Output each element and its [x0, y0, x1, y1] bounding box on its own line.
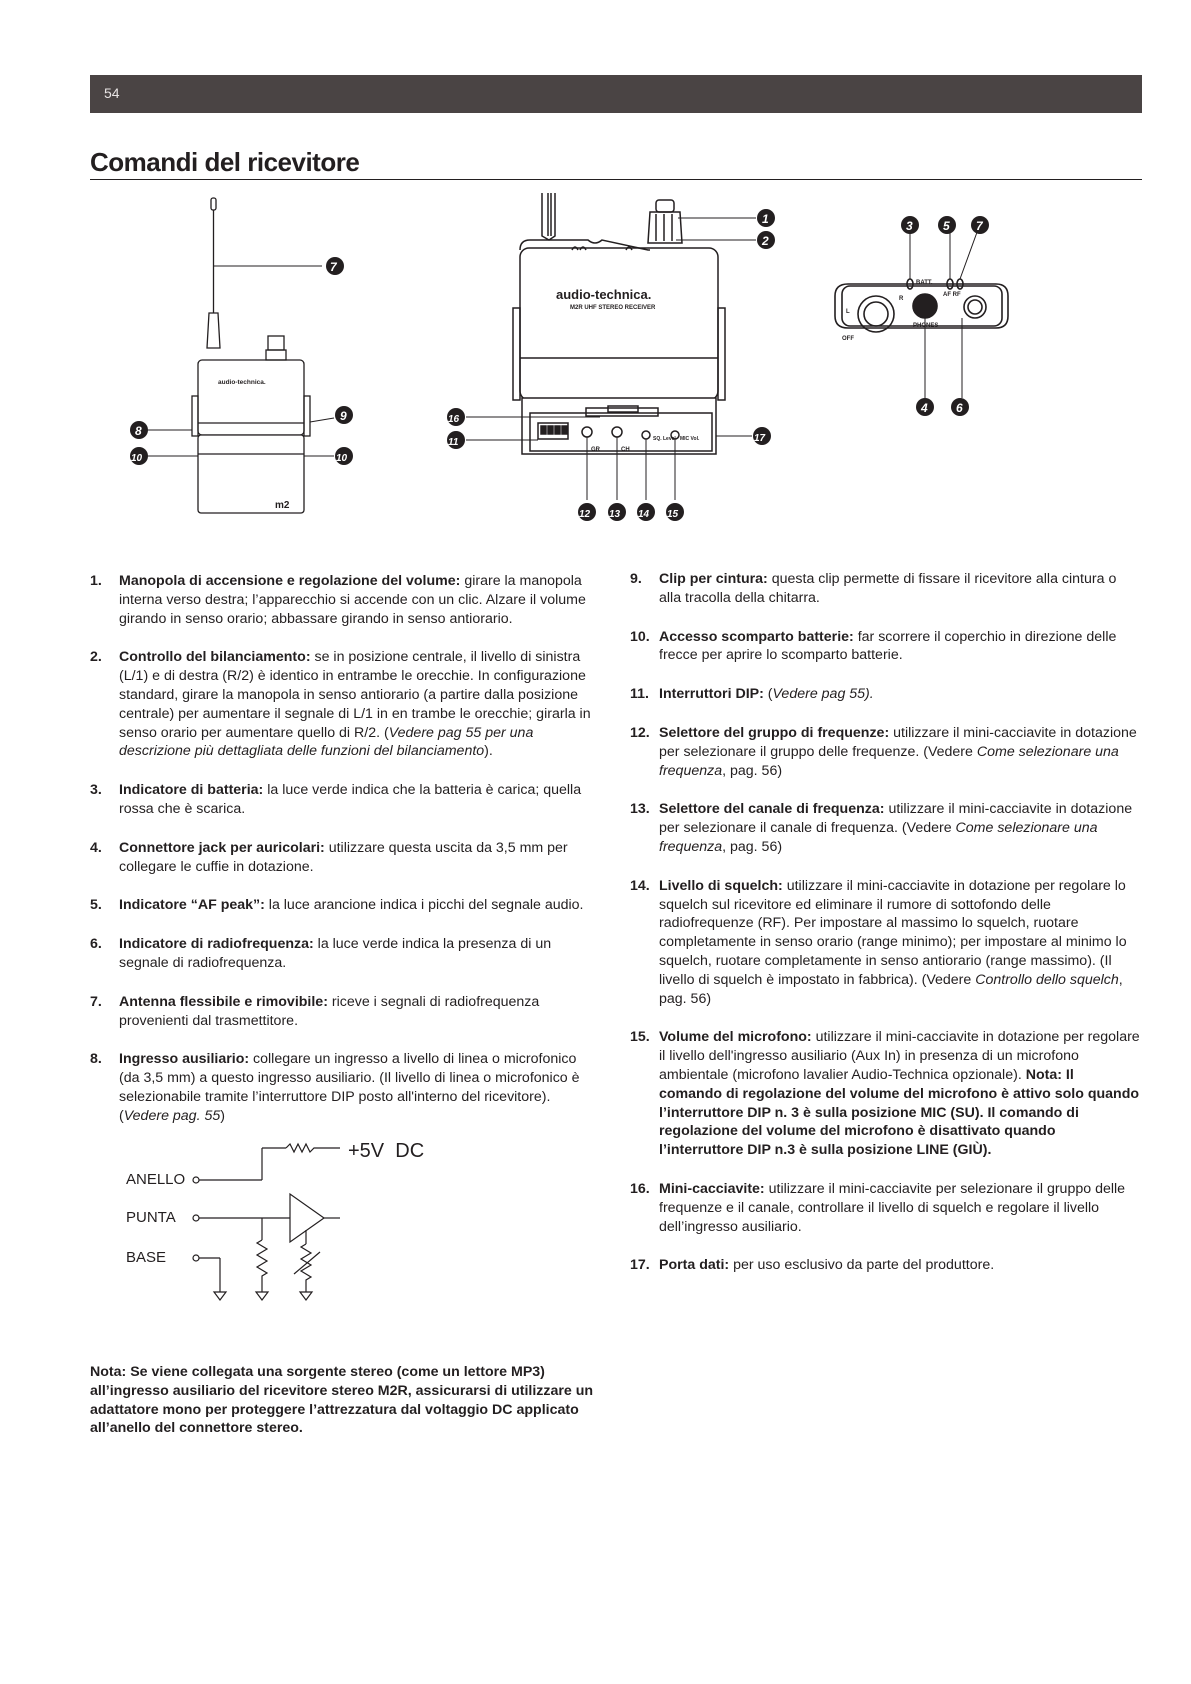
item-text-after: ) — [220, 1107, 225, 1124]
item-title: Selettore del gruppo di frequenze: — [659, 724, 890, 741]
list-item — [90, 896, 600, 915]
list-item — [90, 648, 600, 761]
callout-9: 9 — [340, 409, 347, 423]
item-title: Selettore del canale di frequenza: — [659, 801, 885, 818]
item-title: Connettore jack per auricolari: — [119, 839, 325, 856]
mic-vol-label: MIC Vol. — [680, 436, 700, 442]
item-text-after: ). — [484, 743, 493, 760]
list-item — [90, 839, 600, 877]
item-text: girare la manopola interna verso destra; l’apparecchio si accende con un clic. Alzare il volume girando in senso orario; abbassare girando in senso antiorario. — [119, 573, 586, 627]
item-text: utilizzare questa uscita da 3,5 mm per collegare le cuffie in dotazione. — [119, 839, 568, 875]
item-reference: Come selezionare una frequenza — [659, 743, 1119, 779]
item-title: Antenna flessibile e rimovibile: — [119, 993, 328, 1010]
off-label: OFF — [842, 336, 854, 342]
ch-label: CH — [621, 447, 630, 453]
item-text: utilizzare il mini-cacciavite in dotazione per regolare il livello dell'ingresso ausiliario (Aux In) in presenza di un microfono ambientale (microfono lavalier Audio-Technica opzionale). — [659, 1029, 1140, 1083]
item-text: la luce arancione indica i picchi del segnale audio. — [264, 897, 584, 914]
item-text: far scorrere il coperchio in direzione delle frecce per aprire lo scomparto batterie. — [659, 628, 1117, 664]
brand-label-small: audio-technica. — [218, 379, 266, 386]
callout-10a: 10 — [131, 453, 143, 464]
item-number: 13. — [630, 801, 650, 818]
item-text: utilizzare il mini-cacciavite in dotazione per regolare lo squelch sul ricevitore ed eliminare il rumore di sottofondo delle radiofrequenze (RF). Per impostare al massimo lo squelch, ruotare completamente in senso orario (range minimo); per impostare al minimo lo squelch, ruotare completamente in senso antiorario (range massimo). (Il livello di squelch è impostato in fabbrica). (Vedere — [659, 877, 1127, 988]
item-number: 5. — [90, 897, 102, 914]
item-title: Ingresso ausiliario: — [119, 1051, 250, 1068]
item-text: la luce verde indica che la batteria è carica; quella rossa che è scarica. — [119, 782, 582, 817]
item-title: Manopola di accensione e regolazione del volume: — [119, 573, 461, 589]
model-label: M2R UHF STEREO RECEIVER — [570, 305, 656, 311]
anello-label: ANELLO — [126, 1170, 186, 1188]
r-label: R — [899, 296, 904, 302]
list-item — [630, 724, 1140, 780]
item-text: se in posizione centrale, il livello di sinistra (L/1) e di destra (R/2) è identico in entrambe le orecchie. In configurazione standard, girare la manopola in senso antiorario (a partire dalla posizione centrale) per aumentare il segnale di L/1 in en trambe le orecchie; girarla in senso orario per aumentare quello di R/2. ( — [119, 649, 591, 741]
item-number: 9. — [630, 571, 642, 587]
list-item — [90, 935, 600, 973]
item-title: Interruttori DIP: — [659, 686, 764, 703]
item-title: Clip per cintura: — [659, 571, 768, 587]
page-number: 54 — [104, 85, 120, 101]
item-text: la luce verde indica la presenza di un segnale di radiofrequenza. — [119, 936, 552, 971]
item-text: utilizzare il mini-cacciavite in dotazione per selezionare il gruppo delle frequenze. (Vedere — [659, 724, 1137, 760]
callout-17: 17 — [754, 433, 766, 444]
item-number: 6. — [90, 936, 102, 953]
callout-7a: 7 — [330, 260, 337, 274]
list-item — [630, 877, 1140, 1009]
callout-8: 8 — [135, 424, 142, 438]
item-reference: Come selezionare una frequenza — [659, 820, 1098, 855]
aux-input-circuit — [90, 1139, 430, 1332]
item-title: Livello di squelch: — [659, 877, 783, 894]
gr-label: GR — [591, 447, 600, 453]
item-number: 1. — [90, 573, 102, 589]
item-number: 16. — [630, 1180, 650, 1197]
item-text: per uso esclusivo da parte del produttore. — [729, 1257, 995, 1274]
item-number: 14. — [630, 877, 650, 894]
stereo-warning-note: Nota: Se viene collegata una sorgente stereo (come un lettore MP3) all’ingresso ausiliario del ricevitore stereo M2R, assicurarsi di utilizzare un adattatore mono per proteggere l’attrezzatura dal voltaggio DC applicato all’anello del connettore stereo. — [90, 1364, 594, 1437]
left-column — [90, 572, 600, 1332]
item-text: utilizzare il mini-cacciavite per selezionare il gruppo delle frequenze e il canale, controllare il livello di squelch e regolare il livello dell’ingresso ausiliario. — [659, 1180, 1126, 1235]
item-reference: Vedere pag 55). — [772, 686, 874, 703]
punta-label: PUNTA — [126, 1208, 176, 1226]
list-item — [90, 1050, 600, 1125]
item-text-after: , pag. 56) — [722, 762, 783, 779]
item-text: ( — [763, 686, 773, 703]
callout-12: 12 — [579, 509, 591, 520]
item-title: Volume del microfono: — [659, 1029, 812, 1046]
batt-label: BATT. — [916, 280, 933, 286]
item-title: Controllo del bilanciamento: — [119, 649, 311, 666]
item-text-after: , pag. 56) — [659, 971, 1123, 1007]
list-item — [630, 685, 1140, 704]
list-item — [630, 1180, 1140, 1236]
receiver-front-view — [513, 193, 725, 454]
callout-14: 14 — [638, 509, 650, 520]
right-column — [630, 570, 1140, 1295]
callout-10b: 10 — [336, 453, 348, 464]
m2-badge: m2 — [275, 500, 290, 511]
supply-voltage-label: +5V DC — [348, 1139, 425, 1162]
item-title: Porta dati: — [659, 1257, 730, 1274]
base-label: BASE — [126, 1248, 167, 1266]
item-reference: Controllo dello squelch — [975, 971, 1119, 988]
item-number: 15. — [630, 1029, 650, 1046]
callout-11: 11 — [448, 437, 459, 448]
item-text: utilizzare il mini-cacciavite in dotazione per selezionare il canale di frequenza. (Vedere — [659, 801, 1133, 837]
list-item — [90, 781, 600, 819]
callout-13: 13 — [609, 509, 621, 520]
list-item — [90, 572, 600, 628]
callout-5: 5 — [943, 219, 950, 233]
item-title: Indicatore di radiofrequenza: — [119, 936, 314, 953]
item-number: 10. — [630, 628, 650, 645]
item-number: 7. — [90, 993, 102, 1010]
item-title: Accesso scomparto batterie: — [659, 628, 854, 645]
item-reference: Vedere pag. 55 — [123, 1107, 221, 1124]
callout-7b: 7 — [976, 219, 983, 233]
item-number: 17. — [630, 1257, 650, 1274]
item-note: Nota: Il comando di regolazione del volume del microfono è attivo solo quando l’interruttore DIP n. 3 è sulla posizione MIC (SU). Il comando di regolazione del volume del microfono è disattivato quando l’interruttore DIP n.3 è sulla posizione LINE (GIÙ). — [659, 1066, 1140, 1159]
list-item — [630, 1256, 1140, 1275]
callout-3: 3 — [906, 219, 913, 233]
item-title: Indicatore di batteria: — [119, 782, 264, 799]
receiver-side-view — [192, 198, 310, 513]
callout-16: 16 — [448, 414, 460, 425]
item-number: 4. — [90, 839, 102, 856]
callout-1: 1 — [762, 212, 769, 226]
callout-15: 15 — [667, 509, 679, 520]
list-item — [630, 800, 1140, 856]
item-title: Mini-cacciavite: — [659, 1180, 765, 1197]
receiver-diagram — [90, 188, 1142, 548]
item-text: collegare un ingresso a livello di linea o microfonico (da 3,5 mm) a questo ingresso ausiliario. (Il livello di linea o microfonico è selezionabile tramite l’interruttore DIP posto all'interno del ricevitore). ( — [119, 1051, 580, 1124]
list-item — [630, 628, 1140, 666]
page-header-bar — [90, 75, 1142, 113]
brand-label: audio-technica. — [556, 287, 652, 302]
callout-6: 6 — [956, 401, 963, 415]
item-number: 11. — [630, 686, 649, 703]
list-item — [630, 570, 1140, 608]
l-label: L — [846, 309, 850, 315]
af-rf-label: AF RF — [943, 292, 961, 298]
item-number: 2. — [90, 649, 102, 666]
sq-level-label: SQ. Level — [653, 436, 676, 442]
list-item — [630, 1028, 1140, 1160]
page-title: Comandi del ricevitore — [90, 147, 360, 177]
callout-2: 2 — [762, 234, 769, 248]
title-divider — [90, 179, 1142, 180]
item-text-after: , pag. 56) — [722, 838, 783, 855]
item-text: riceve i segnali di radiofrequenza provenienti dal trasmettitore. — [119, 993, 540, 1029]
phones-label: PHONES — [913, 323, 939, 329]
item-reference: Vedere pag 55 per una descrizione più dettagliata delle funzioni del bilanciamento — [119, 724, 534, 760]
callout-4: 4 — [921, 401, 928, 415]
item-title: Indicatore “AF peak”: — [119, 897, 265, 914]
list-item — [90, 993, 600, 1031]
item-text: questa clip permette di fissare il ricevitore alla cintura o alla tracolla della chitarra. — [659, 571, 1117, 606]
item-number: 8. — [90, 1051, 102, 1068]
item-number: 12. — [630, 724, 650, 741]
item-number: 3. — [90, 782, 102, 799]
